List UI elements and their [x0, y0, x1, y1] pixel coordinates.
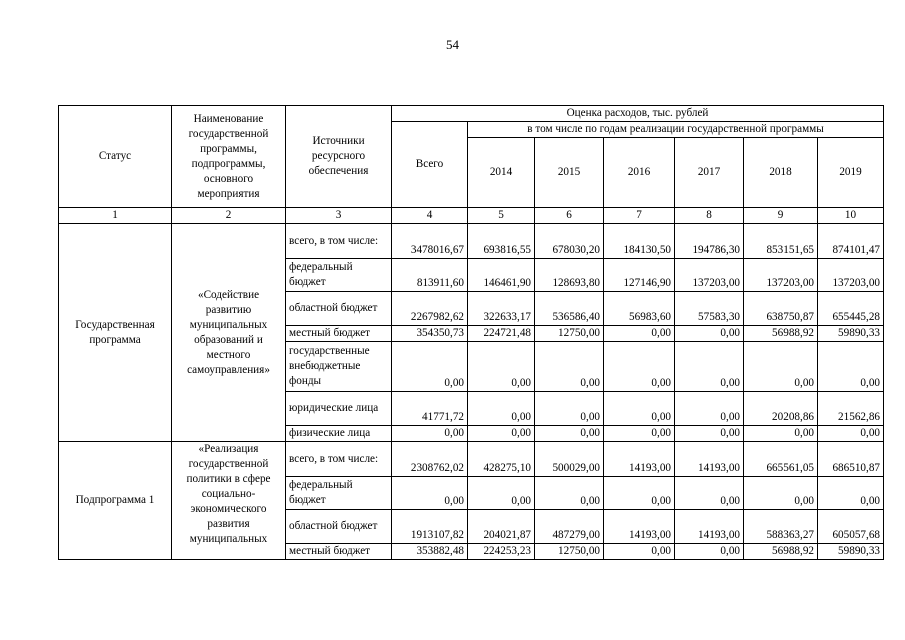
header-status: Статус — [59, 106, 172, 208]
year-value: 693816,55 — [468, 224, 535, 259]
total-value: 353882,48 — [392, 544, 468, 560]
year-value: 853151,65 — [744, 224, 818, 259]
year-value: 0,00 — [675, 326, 744, 342]
year-value: 0,00 — [535, 426, 604, 442]
total-value: 0,00 — [392, 477, 468, 510]
year-value: 0,00 — [535, 342, 604, 392]
year-value: 59890,33 — [818, 326, 884, 342]
year-value: 14193,00 — [675, 510, 744, 544]
budget-table — [58, 105, 884, 560]
year-value: 487279,00 — [535, 510, 604, 544]
year-value: 0,00 — [468, 342, 535, 392]
year-value: 0,00 — [604, 544, 675, 560]
year-value: 12750,00 — [535, 544, 604, 560]
year-value: 0,00 — [535, 477, 604, 510]
header-name: Наименование государственной программы, подпрограммы, основного мероприятия — [172, 106, 286, 208]
year-value: 605057,68 — [818, 510, 884, 544]
funding-source: областной бюджет — [286, 510, 392, 544]
total-value: 3478016,67 — [392, 224, 468, 259]
year-value: 184130,50 — [604, 224, 675, 259]
year-value: 56983,60 — [604, 292, 675, 326]
year-value: 0,00 — [675, 342, 744, 392]
funding-source: федеральный бюджет — [286, 259, 392, 292]
year-value: 137203,00 — [818, 259, 884, 292]
total-value: 813911,60 — [392, 259, 468, 292]
header-year: 2019 — [818, 138, 884, 208]
year-value: 588363,27 — [744, 510, 818, 544]
year-value: 0,00 — [604, 326, 675, 342]
col-number: 6 — [535, 208, 604, 224]
year-value: 224721,48 — [468, 326, 535, 342]
header-year: 2015 — [535, 138, 604, 208]
header-sources: Источники ресурсного обеспечения — [286, 106, 392, 208]
year-value: 500029,00 — [535, 442, 604, 477]
funding-source: государственные внебюджетные фонды — [286, 342, 392, 392]
year-value: 665561,05 — [744, 442, 818, 477]
year-value: 0,00 — [604, 477, 675, 510]
year-value: 638750,87 — [744, 292, 818, 326]
funding-source: всего, в том числе: — [286, 224, 392, 259]
row-program-name: «Содействие развитию муниципальных образований и местного самоуправления» — [172, 224, 286, 442]
year-value: 0,00 — [468, 426, 535, 442]
year-value: 0,00 — [818, 477, 884, 510]
year-value: 874101,47 — [818, 224, 884, 259]
funding-source: федеральный бюджет — [286, 477, 392, 510]
total-value: 41771,72 — [392, 392, 468, 426]
total-value: 354350,73 — [392, 326, 468, 342]
year-value: 0,00 — [675, 477, 744, 510]
funding-source: местный бюджет — [286, 544, 392, 560]
funding-source: физические лица — [286, 426, 392, 442]
col-number: 8 — [675, 208, 744, 224]
year-value: 0,00 — [604, 392, 675, 426]
col-number: 1 — [59, 208, 172, 224]
year-value: 0,00 — [744, 426, 818, 442]
year-value: 0,00 — [675, 544, 744, 560]
year-value: 56988,92 — [744, 326, 818, 342]
year-value: 128693,80 — [535, 259, 604, 292]
year-value: 59890,33 — [818, 544, 884, 560]
year-value: 57583,30 — [675, 292, 744, 326]
year-value: 194786,30 — [675, 224, 744, 259]
col-number: 9 — [744, 208, 818, 224]
year-value: 536586,40 — [535, 292, 604, 326]
header-year: 2018 — [744, 138, 818, 208]
column-number-row — [59, 208, 884, 224]
year-value: 137203,00 — [675, 259, 744, 292]
funding-source: юридические лица — [286, 392, 392, 426]
total-value: 0,00 — [392, 426, 468, 442]
col-number: 2 — [172, 208, 286, 224]
year-value: 0,00 — [744, 342, 818, 392]
year-value: 428275,10 — [468, 442, 535, 477]
header-total: Всего — [392, 122, 468, 208]
row-status: Подпрограмма 1 — [59, 442, 172, 560]
year-value: 686510,87 — [818, 442, 884, 477]
row-status: Государственная программа — [59, 224, 172, 442]
funding-source: всего, в том числе: — [286, 442, 392, 477]
year-value: 0,00 — [744, 477, 818, 510]
year-value: 14193,00 — [604, 442, 675, 477]
year-value: 0,00 — [818, 426, 884, 442]
total-value: 2267982,62 — [392, 292, 468, 326]
year-value: 224253,23 — [468, 544, 535, 560]
col-number: 10 — [818, 208, 884, 224]
page-number: 54 — [446, 37, 459, 52]
year-value: 0,00 — [818, 342, 884, 392]
col-number: 7 — [604, 208, 675, 224]
col-number: 4 — [392, 208, 468, 224]
year-value: 0,00 — [468, 392, 535, 426]
year-value: 678030,20 — [535, 224, 604, 259]
year-value: 322633,17 — [468, 292, 535, 326]
table-row — [59, 224, 884, 259]
year-value: 56988,92 — [744, 544, 818, 560]
year-value: 146461,90 — [468, 259, 535, 292]
year-value: 655445,28 — [818, 292, 884, 326]
year-value: 0,00 — [604, 426, 675, 442]
header-estimate: Оценка расходов, тыс. рублей — [392, 106, 884, 122]
year-value: 0,00 — [675, 392, 744, 426]
col-number: 3 — [286, 208, 392, 224]
year-value: 14193,00 — [604, 510, 675, 544]
funding-source: местный бюджет — [286, 326, 392, 342]
year-value: 204021,87 — [468, 510, 535, 544]
year-value: 21562,86 — [818, 392, 884, 426]
header-year: 2016 — [604, 138, 675, 208]
year-value: 0,00 — [675, 426, 744, 442]
funding-source: областной бюджет — [286, 292, 392, 326]
header-year: 2014 — [468, 138, 535, 208]
total-value: 1913107,82 — [392, 510, 468, 544]
year-value: 14193,00 — [675, 442, 744, 477]
total-value: 2308762,02 — [392, 442, 468, 477]
header-by-years: в том числе по годам реализации государственной программы — [468, 122, 884, 138]
year-value: 137203,00 — [744, 259, 818, 292]
year-value: 20208,86 — [744, 392, 818, 426]
header-year: 2017 — [675, 138, 744, 208]
year-value: 0,00 — [535, 392, 604, 426]
row-program-name: «Реализация государственной политики в сфере социально-экономического развития муниципальных — [172, 442, 286, 560]
total-value: 0,00 — [392, 342, 468, 392]
year-value: 127146,90 — [604, 259, 675, 292]
table-row — [59, 442, 884, 477]
year-value: 0,00 — [604, 342, 675, 392]
col-number: 5 — [468, 208, 535, 224]
year-value: 12750,00 — [535, 326, 604, 342]
year-value: 0,00 — [468, 477, 535, 510]
